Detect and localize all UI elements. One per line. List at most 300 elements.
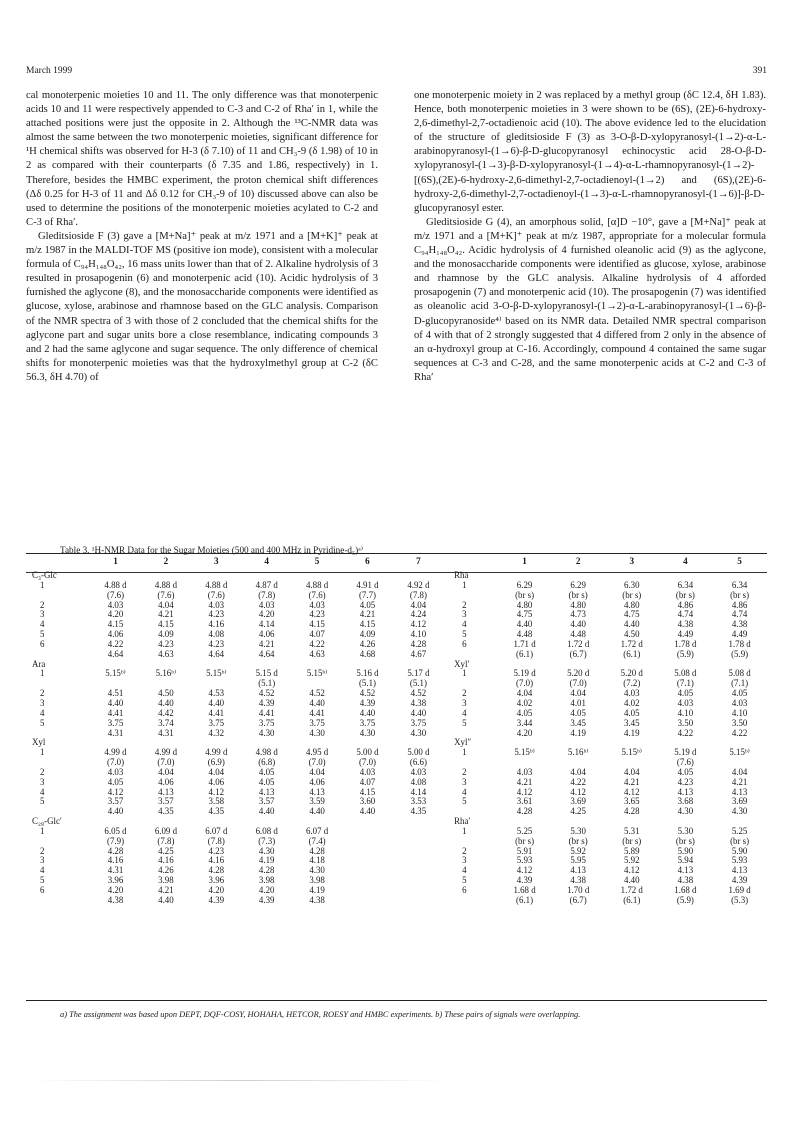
shift-cell: (7.6) xyxy=(308,589,326,600)
shift-cell: 4.50 xyxy=(158,688,174,699)
shift-cell: 4.75 xyxy=(624,609,640,620)
shift-cell: (6.1) xyxy=(516,894,534,905)
shift-cell: 4.41 xyxy=(208,707,225,718)
shift-cell: 4.03 xyxy=(677,697,694,708)
shift-cell: 4.22 xyxy=(570,776,586,787)
shift-cell: 4.41 xyxy=(107,707,124,718)
shift-cell: 4.12 xyxy=(570,786,586,797)
shift-cell: 4.39 xyxy=(258,697,275,708)
proton-position: 2 xyxy=(462,766,467,777)
shift-cell: (br s) xyxy=(730,835,750,846)
shift-cell: 4.13 xyxy=(677,865,694,876)
proton-position: 2 xyxy=(40,766,45,777)
proton-position: 1 xyxy=(462,579,467,590)
shift-cell: 5.93 xyxy=(731,855,748,866)
shift-cell: 4.05 xyxy=(677,766,694,777)
shift-cell: 4.02 xyxy=(516,697,533,708)
shift-cell: 4.08 xyxy=(208,629,225,640)
shift-cell: 3.44 xyxy=(516,717,533,728)
shift-cell: 5.17 d xyxy=(407,668,430,679)
proton-position: 4 xyxy=(462,707,467,718)
shift-cell: 1.72 d xyxy=(620,885,643,895)
shift-cell: (6.6) xyxy=(409,757,427,768)
shift-cell xyxy=(393,837,444,847)
shift-cell: 4.12 xyxy=(516,786,533,797)
shift-cell: 4.64 xyxy=(208,648,225,659)
shift-cell: 4.28 xyxy=(107,845,124,856)
shift-cell: 4.20 xyxy=(258,885,275,895)
proton-position xyxy=(26,837,90,847)
shift-cell: (6.9) xyxy=(207,757,225,768)
shift-cell: 4.80 xyxy=(516,599,533,610)
shift-cell: 4.09 xyxy=(158,629,174,640)
shift-cell: 4.28 xyxy=(516,806,533,817)
shift-cell: 4.80 xyxy=(624,599,640,610)
shift-cell: (7.9) xyxy=(107,835,125,846)
shift-cell: 5.20 d xyxy=(567,668,590,679)
shift-cell: 5.25 xyxy=(516,825,533,836)
sugar-group-label: C₃-Glc xyxy=(32,570,57,580)
table-row xyxy=(26,699,767,709)
shift-cell: (7.0) xyxy=(516,678,534,689)
sugar-group-label: Rha xyxy=(454,570,469,580)
shift-cell: 5.15ᵇ⁾ xyxy=(514,747,535,758)
shift-cell: 4.30 xyxy=(258,845,275,856)
table-header-row xyxy=(26,553,767,571)
table-row xyxy=(26,827,767,837)
shift-cell: 4.23 xyxy=(158,638,174,649)
shift-cell xyxy=(393,896,444,906)
text-column-left xyxy=(26,89,378,385)
shift-cell: 4.31 xyxy=(158,727,174,738)
shift-cell: 4.03 xyxy=(731,697,748,708)
shift-cell: (6.7) xyxy=(569,894,587,905)
shift-cell: 4.38 xyxy=(107,894,124,905)
table-row xyxy=(26,610,767,620)
shift-cell xyxy=(342,827,392,837)
shift-cell: 4.40 xyxy=(258,806,275,817)
proton-position: 2 xyxy=(462,688,467,699)
shift-cell: 4.06 xyxy=(258,629,275,640)
shift-cell: (5.9) xyxy=(676,894,694,905)
shift-cell: 4.53 xyxy=(208,688,225,699)
proton-position: 5 xyxy=(462,629,467,640)
table-row xyxy=(26,797,767,807)
shift-cell: 4.38 xyxy=(677,619,694,630)
shift-cell: 3.98 xyxy=(258,875,275,886)
proton-position: 3 xyxy=(40,697,45,708)
shift-cell: 4.40 xyxy=(570,619,586,630)
paragraph: Gleditsioside F (3) gave a [M+Na]⁺ peak at m/z 1971 and a [M+K]⁺ peak at m/z 1987 in the MALDI-TOF MS (positive ion mode), consistent with a molecular formula of C₉₄H₁₄₈O₄₂, 16 mass units lower than that of 2. Alkaline hydrolysis of 3 resulted in prosapogenin (6) and monoterpenic acid (10). Acidic hydrolysis of 3 furnished the aglycone (8), and the monosaccharide components were identified as glucose, xylose, arabinose and rhamnose based on the GLC analysis. Comparison of the NMR spectra of 3 with those of 2 concluded that the chemical shifts for the aglycone part and sugar units bore a close resemblance, indicating compounds 3 and 2 had the same aglycone and sugar sequence. The only difference of chemical shifts for monoterpenic moieties was that the hydroxylmethyl group at C-2 (δC 56.3, δH 4.70) of xyxy=(26,230,378,383)
shift-cell: 4.98 d xyxy=(255,747,278,758)
shift-cell xyxy=(393,866,444,876)
proton-position: 4 xyxy=(40,619,45,630)
shift-cell: 4.23 xyxy=(309,609,325,620)
shift-cell: 5.00 d xyxy=(407,747,430,758)
sugar-group-label: Xyl″ xyxy=(454,737,472,748)
shift-cell: 4.03 xyxy=(107,599,124,610)
shift-cell: 5.20 d xyxy=(620,668,643,679)
shift-cell xyxy=(393,856,444,866)
shift-cell: 4.02 xyxy=(624,697,640,708)
shift-cell: 4.38 xyxy=(410,697,427,708)
shift-cell: (7.0) xyxy=(157,757,175,768)
table-row xyxy=(26,581,767,591)
paragraph: Gleditsioside G (4), an amorphous solid, [α]D −10°, gave a [M+Na]⁺ peak at m/z 1971 and a [M+K]⁺ peak at m/z 1987, appropriate for a molecular formula C₉₄H₁₄₈O₄₂. Acidic hydrolysis of 4 furnished oleanolic acid (9) as the aglycone, and the monosaccharide components were identified as glucose, xylose, arabinose and rhamnose by the GLC analysis. Alkaline hydrolysis of 4 afforded prosapogenin (7) and monoterpenic acid (10). The prosapogenin (7) was identified as oleanolic acid 3-O-β-D-xylopyranosyl-(1→2)-α-L-arabinopyranosyl-(1→6)-β-D-glucopyranoside⁴⁾ based on its NMR data. Detailed NMR spectral comparison of 4 with that of 2 strongly suggested that 4 differed from 2 only in the absence of an α-hydroxyl group at C-16. Accordingly, compound 4 contained the same sugar sequences at C-3 and C-28, and the same monoterpenic acids at C-2 and C-3 of Rha′ xyxy=(414,216,766,383)
shift-cell xyxy=(393,886,444,896)
shift-cell: 5.30 xyxy=(677,825,694,836)
shift-cell xyxy=(393,847,444,857)
shift-cell: 4.15 xyxy=(309,619,325,630)
proton-position xyxy=(444,591,498,601)
shift-cell: (7.0) xyxy=(358,757,376,768)
column-header: 6 xyxy=(365,556,370,567)
shift-cell: (6.1) xyxy=(623,894,641,905)
proton-position: 6 xyxy=(462,885,467,895)
proton-position: 3 xyxy=(40,776,45,787)
table-row xyxy=(26,847,767,857)
shift-cell: 1.70 d xyxy=(567,885,590,895)
shift-cell: 4.26 xyxy=(359,638,376,649)
proton-position: 5 xyxy=(40,629,45,640)
shift-cell: 4.22 xyxy=(309,638,325,649)
proton-position: 6 xyxy=(40,638,45,649)
table-row xyxy=(26,640,767,650)
shift-cell: 5.91 xyxy=(516,845,533,856)
sugar-group-label: Rha′ xyxy=(454,816,471,827)
shift-cell: (7.0) xyxy=(107,757,125,768)
shift-cell: 4.14 xyxy=(258,619,275,630)
proton-position xyxy=(444,837,498,847)
shift-cell xyxy=(393,876,444,886)
shift-cell: 4.12 xyxy=(208,786,225,797)
shift-cell: 4.35 xyxy=(208,806,225,817)
shift-cell: 4.03 xyxy=(359,766,376,777)
shift-cell: (7.6) xyxy=(207,589,225,600)
proton-position: 3 xyxy=(462,776,467,787)
shift-cell: 5.19 d xyxy=(674,747,697,758)
shift-cell: 5.15ᵇ⁾ xyxy=(206,668,227,679)
shift-cell: 4.04 xyxy=(516,688,533,699)
shift-cell: (7.8) xyxy=(409,589,427,600)
shift-cell: (br s) xyxy=(515,835,535,846)
shift-cell: 4.04 xyxy=(309,766,325,777)
shift-cell: 4.40 xyxy=(624,875,640,886)
shift-cell: 4.74 xyxy=(731,609,748,620)
shift-cell: 4.21 xyxy=(516,776,533,787)
shift-cell: 4.19 xyxy=(624,727,640,738)
shift-cell: 4.52 xyxy=(309,688,325,699)
shift-cell: 3.75 xyxy=(258,717,275,728)
shift-cell: 4.04 xyxy=(158,766,174,777)
shift-cell: 6.05 d xyxy=(104,825,127,836)
shift-cell: (7.0) xyxy=(569,678,587,689)
shift-cell: 4.01 xyxy=(570,697,586,708)
proton-position: 3 xyxy=(40,609,45,620)
shift-cell: 5.25 xyxy=(731,825,748,836)
proton-position: 1 xyxy=(40,668,45,679)
page-number: 391 xyxy=(752,66,767,76)
shift-cell xyxy=(342,837,392,847)
shift-cell: 4.35 xyxy=(410,806,427,817)
shift-cell: 4.48 xyxy=(570,629,586,640)
shift-cell: 1.78 d xyxy=(728,638,751,649)
table-row xyxy=(26,630,767,640)
shift-cell: 4.40 xyxy=(107,806,124,817)
shift-cell: 3.60 xyxy=(359,796,376,807)
shift-cell: 4.41 xyxy=(309,707,325,718)
shift-cell: (5.1) xyxy=(358,678,376,689)
shift-cell: 4.75 xyxy=(516,609,533,620)
shift-cell: 3.75 xyxy=(410,717,427,728)
shift-cell: 4.19 xyxy=(570,727,586,738)
proton-position: 3 xyxy=(462,697,467,708)
shift-cell: 6.07 d xyxy=(205,825,228,836)
shift-cell: 3.50 xyxy=(677,717,694,728)
table-row xyxy=(26,669,767,679)
shift-cell: 5.16 d xyxy=(356,668,379,679)
shift-cell: 4.99 d xyxy=(154,747,177,758)
shift-cell: 4.12 xyxy=(107,786,124,797)
shift-cell: 4.04 xyxy=(158,599,174,610)
shift-cell: 4.05 xyxy=(731,688,748,699)
shift-cell: 5.15ᵇ⁾ xyxy=(621,747,642,758)
shift-cell: 4.05 xyxy=(624,707,640,718)
shift-cell: 3.61 xyxy=(516,796,533,807)
shift-cell: 3.98 xyxy=(158,875,174,886)
shift-cell: 4.04 xyxy=(570,766,586,777)
shift-cell: 4.07 xyxy=(309,629,325,640)
shift-cell: 5.94 xyxy=(677,855,694,866)
table-row xyxy=(26,738,767,748)
shift-cell: 5.16ᵇ⁾ xyxy=(567,747,589,758)
table-row xyxy=(26,709,767,719)
shift-cell: 4.48 xyxy=(516,629,533,640)
shift-cell: 3.45 xyxy=(570,717,586,728)
shift-cell: 4.21 xyxy=(258,638,275,649)
shift-cell: 3.75 xyxy=(208,717,225,728)
shift-cell: 4.40 xyxy=(359,707,376,718)
table-row xyxy=(26,719,767,729)
shift-cell: 4.38 xyxy=(570,875,586,886)
shift-cell: 4.40 xyxy=(208,697,225,708)
proton-position: 6 xyxy=(40,885,45,895)
shift-cell: 4.10 xyxy=(731,707,748,718)
shift-cell: 3.53 xyxy=(410,796,427,807)
shift-cell: 4.23 xyxy=(208,609,225,620)
table-row xyxy=(26,896,767,906)
shift-cell: 4.16 xyxy=(208,619,225,630)
shift-cell: 4.05 xyxy=(258,776,275,787)
shift-cell: 3.96 xyxy=(208,875,225,886)
shift-cell: 4.52 xyxy=(410,688,427,699)
proton-position: 5 xyxy=(40,717,45,728)
shift-cell: 4.64 xyxy=(258,648,275,659)
table-bottom-rule xyxy=(26,1000,767,1001)
shift-cell: 5.08 d xyxy=(728,668,751,679)
shift-cell: 3.59 xyxy=(309,796,325,807)
shift-cell: (6.1) xyxy=(516,648,534,659)
shift-cell: 5.15ᵇ⁾ xyxy=(306,668,328,679)
shift-cell: 4.22 xyxy=(107,638,124,649)
shift-cell: 4.52 xyxy=(258,688,275,699)
shift-cell: (5.1) xyxy=(409,678,427,689)
shift-cell: 4.13 xyxy=(731,786,748,797)
table-row xyxy=(26,886,767,896)
table-row xyxy=(26,620,767,630)
shift-cell: (7.0) xyxy=(308,757,326,768)
shift-cell: (6.1) xyxy=(623,648,641,659)
proton-position: 3 xyxy=(462,855,467,866)
shift-cell: 1.72 d xyxy=(620,638,643,649)
shift-cell: 4.15 xyxy=(107,619,124,630)
shift-cell: 4.40 xyxy=(158,894,174,905)
shift-cell: 4.28 xyxy=(208,865,225,876)
shift-cell: 4.38 xyxy=(731,619,748,630)
table-row xyxy=(26,876,767,886)
shift-cell: 4.28 xyxy=(624,806,640,817)
shift-cell: 3.50 xyxy=(731,717,748,728)
shift-cell: 5.08 d xyxy=(674,668,697,679)
shift-cell: 4.40 xyxy=(309,806,325,817)
shift-cell: 4.80 xyxy=(570,599,586,610)
shift-cell: 4.99 d xyxy=(205,747,228,758)
shift-cell: (7.6) xyxy=(157,589,175,600)
shift-cell: 4.15 xyxy=(359,786,376,797)
proton-position xyxy=(444,679,498,689)
proton-position xyxy=(444,807,498,817)
column-header: 7 xyxy=(416,556,421,567)
sugar-group-label: Ara xyxy=(32,658,46,669)
shift-cell: 4.12 xyxy=(516,865,533,876)
shift-cell: 4.20 xyxy=(107,885,124,895)
shift-cell: (7.3) xyxy=(258,835,276,846)
shift-cell: 4.38 xyxy=(309,894,325,905)
shift-cell: 4.13 xyxy=(258,786,275,797)
shift-cell: 5.15ᵇ⁾ xyxy=(105,668,126,679)
shift-cell: 5.19 d xyxy=(513,668,536,679)
proton-position: 5 xyxy=(462,875,467,886)
shift-cell: 4.99 d xyxy=(104,747,127,758)
shift-cell: 4.39 xyxy=(208,894,225,905)
shift-cell: 4.41 xyxy=(258,707,275,718)
shift-cell: 6.07 d xyxy=(305,825,329,836)
shift-cell: 4.38 xyxy=(677,875,694,886)
shift-cell: 3.57 xyxy=(158,796,174,807)
proton-position: 5 xyxy=(462,796,467,807)
column-header: 2 xyxy=(163,556,169,567)
table-footnote: a) The assignment was based upon DEPT, DQF-COSY, HOHAHA, HETCOR, ROESY and HMBC experiments. b) These pairs of signals were overlapping. xyxy=(60,1010,581,1019)
table-row xyxy=(26,660,767,670)
shift-cell: 4.15 xyxy=(359,619,376,630)
proton-position: 5 xyxy=(40,875,45,886)
shift-cell xyxy=(393,817,444,827)
table-row xyxy=(26,758,767,768)
table-row xyxy=(26,601,767,611)
shift-cell: 4.28 xyxy=(410,638,427,649)
shift-cell: 4.06 xyxy=(107,629,124,640)
shift-cell: 3.57 xyxy=(258,796,275,807)
shift-cell: 4.23 xyxy=(677,776,694,787)
shift-cell: 4.42 xyxy=(158,707,174,718)
shift-cell: 1.69 d xyxy=(728,885,751,895)
shift-cell: 3.75 xyxy=(359,717,376,728)
table-row xyxy=(26,571,767,581)
shift-cell: 4.86 xyxy=(677,599,694,610)
proton-position: 2 xyxy=(462,599,467,610)
text-column-right xyxy=(414,89,766,385)
nmr-data-table xyxy=(26,553,767,906)
shift-cell: (7.6) xyxy=(107,589,125,600)
shift-cell: (7.1) xyxy=(731,678,749,689)
shift-cell: 4.04 xyxy=(731,766,748,777)
shift-cell: 4.74 xyxy=(677,609,694,620)
shift-cell: 4.15 xyxy=(158,619,174,630)
shift-cell: 3.69 xyxy=(731,796,748,807)
shift-cell: 4.26 xyxy=(158,865,174,876)
shift-cell: 5.93 xyxy=(516,855,533,866)
shift-cell: 4.30 xyxy=(359,727,376,738)
table-row xyxy=(26,866,767,876)
shift-cell: 4.21 xyxy=(158,885,174,895)
shift-cell: (5.9) xyxy=(676,648,694,659)
table-row xyxy=(26,591,767,601)
shift-cell xyxy=(342,876,392,886)
shift-cell: 3.45 xyxy=(624,717,640,728)
shift-cell: 3.69 xyxy=(570,796,586,807)
shift-cell: 4.31 xyxy=(107,727,124,738)
shift-cell: 4.92 d xyxy=(407,579,430,590)
shift-cell: 1.71 d xyxy=(513,638,536,649)
shift-cell: 5.16ᵇ⁾ xyxy=(155,668,177,679)
proton-position xyxy=(444,650,498,660)
shift-cell: 4.13 xyxy=(731,865,748,876)
shift-cell: 5.89 xyxy=(624,845,640,856)
shift-cell: 4.12 xyxy=(410,619,427,630)
shift-cell: 4.40 xyxy=(309,697,325,708)
sugar-group-label: C₂₈-Glc′ xyxy=(32,816,62,827)
proton-position: 1 xyxy=(40,579,45,590)
shift-cell: 4.03 xyxy=(309,599,325,610)
shift-cell xyxy=(342,817,392,827)
shift-cell: 5.15ᵇ⁾ xyxy=(729,747,750,758)
shift-cell: 4.23 xyxy=(208,638,225,649)
shift-cell: 4.03 xyxy=(107,766,124,777)
shift-cell xyxy=(342,886,392,896)
shift-cell: 3.57 xyxy=(107,796,124,807)
proton-position: 4 xyxy=(462,865,467,876)
shift-cell: (br s) xyxy=(568,835,588,846)
shift-cell: 4.12 xyxy=(624,786,640,797)
shift-cell: 4.49 xyxy=(731,629,748,640)
shift-cell: 4.39 xyxy=(516,875,533,886)
shift-cell: 4.16 xyxy=(107,855,124,866)
shift-cell: 4.09 xyxy=(359,629,376,640)
proton-position: 2 xyxy=(40,599,45,610)
shift-cell: 4.13 xyxy=(677,786,694,797)
column-header: 1 xyxy=(522,556,527,567)
sugar-group-label: Xyl′ xyxy=(454,658,470,669)
scan-artifact xyxy=(30,1080,450,1081)
shift-cell xyxy=(342,856,392,866)
shift-cell: 4.08 xyxy=(410,776,427,787)
shift-cell: 4.40 xyxy=(624,619,640,630)
shift-cell: 4.20 xyxy=(107,609,124,620)
shift-cell: 4.24 xyxy=(410,609,427,620)
shift-cell: 4.35 xyxy=(158,806,174,817)
proton-position: 1 xyxy=(462,747,467,758)
shift-cell: 5.92 xyxy=(624,855,640,866)
